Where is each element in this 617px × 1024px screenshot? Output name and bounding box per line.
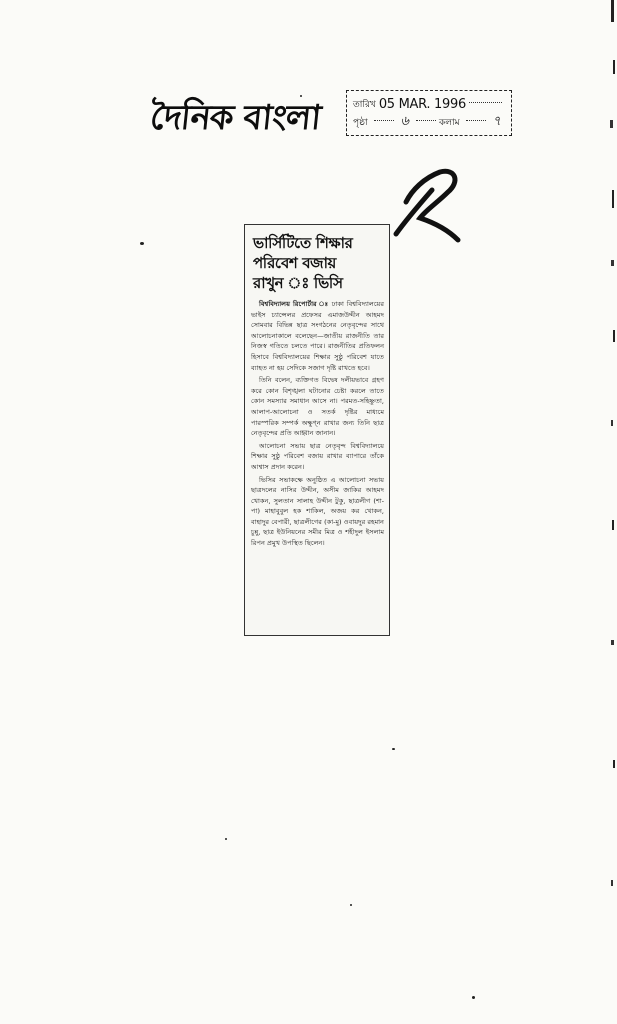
- paragraph-text: ঢাকা বিশ্ববিদ্যালয়ের ভাইস চ্যান্সেলর প্রফেসর এমাজউদ্দীন আহমদ সোমবার বিভিন্ন ছাত্র সংগঠনের নেতৃবৃন্দের সাথে আলোচনাকালে বলেছেন—জাতীয় রাজনীতি তার নিজস্ব গতিতে চলতে পারে। রাজনীতির প্রতিফলন হিসাবে বিশ্ববিদ্যালয়ের শিক্ষার সুষ্ঠু পরিবেশ যাতে ব্যাহত না হয় সেদিকে সজাগ দৃষ্টি রাখতে হবে।: [251, 300, 384, 372]
- stamp-date-label: তারিখ: [353, 99, 376, 110]
- stamp-page-label: পৃষ্ঠা: [353, 117, 368, 128]
- archive-stamp: [346, 90, 512, 136]
- article-paragraph: আলোচনা সভায় ছাত্র নেতৃবৃন্দ বিশ্ববিদ্যালয়ে শিক্ষার সুষ্ঠু পরিবেশ বজায় রাখার ব্যাপারে তাঁকে আশ্বাস প্রদান করেন।: [251, 441, 384, 471]
- stamp-page-row: [353, 113, 505, 131]
- stamp-dotted-line: [466, 120, 486, 121]
- article-paragraph: ভিসির সভাকক্ষে অনুষ্ঠিত এ আলোচনা সভায় ছাত্রদলের নাসির উদ্দীন, অসীম জাকির আহমদ খোকন, সুলতান সালাহ উদ্দীন টুকু, ছাত্রলীগ (শা-পা) মাহাবুবুল হক শাকিল, অজয় কর খোকন, বাহাদুর বেপারী, ছাত্রলীগের (কা-মু) ওবায়দুর রহমান চুন্নু, ছাত্র ইউনিয়নের সমীর মিত্র ও শহীদুল ইসলাম রিপন প্রমুখ উপস্থিত ছিলেন।: [251, 475, 384, 548]
- article-body: [251, 299, 384, 549]
- headline-line: রাখুন ঃ ভিসি: [253, 274, 343, 292]
- stamp-date-value: 05 MAR. 1996: [378, 96, 466, 112]
- headline-line: ভার্সিটিতে শিক্ষার: [253, 234, 353, 252]
- newspaper-clipping: [244, 224, 390, 636]
- stamp-date-row: [353, 95, 505, 113]
- stamp-page-value: ৬: [400, 113, 409, 129]
- stamp-dotted-line: [469, 102, 502, 103]
- article-headline: [253, 233, 384, 293]
- scan-speck: [225, 838, 227, 840]
- scan-speck: [350, 904, 352, 906]
- article-paragraph: [251, 299, 384, 373]
- scan-edge-noise: [605, 0, 617, 1024]
- stamp-column-value: ৭: [492, 113, 501, 129]
- headline-line: পরিবেশ বজায়: [253, 254, 336, 272]
- scan-speck: [472, 996, 475, 999]
- article-byline: বিশ্ববিদ্যালয় রিপোর্টার ঃ: [259, 300, 329, 308]
- scan-speck: [140, 242, 144, 245]
- stamp-dotted-line: [374, 120, 394, 121]
- newspaper-masthead: দৈনিক বাংলা: [148, 98, 323, 138]
- article-paragraph: তিনি বলেন, ব্যক্তিগত বিদ্বেষ দলীয়ভাবে গ্রহণ করে কোন বিশৃঙ্খলা ঘটানোর চেষ্টা করলে তাতে কোন সমস্যার সমাধান আসে না। পরমত-সহিষ্ণুতা, আলাপ-আলোচনা ও সতর্ক দৃষ্টির মাধ্যমে পারস্পরিক সম্পর্ক অক্ষুণ্ন রাখার জন্য তিনি ছাত্র নেতৃবৃন্দের প্রতি আহ্বান জানান।: [251, 376, 384, 438]
- scan-speck: [300, 95, 302, 97]
- stamp-column-label: কলাম: [438, 117, 460, 128]
- scan-speck: [392, 748, 395, 750]
- stamp-dotted-line: [416, 120, 436, 121]
- handwritten-number: [392, 160, 464, 250]
